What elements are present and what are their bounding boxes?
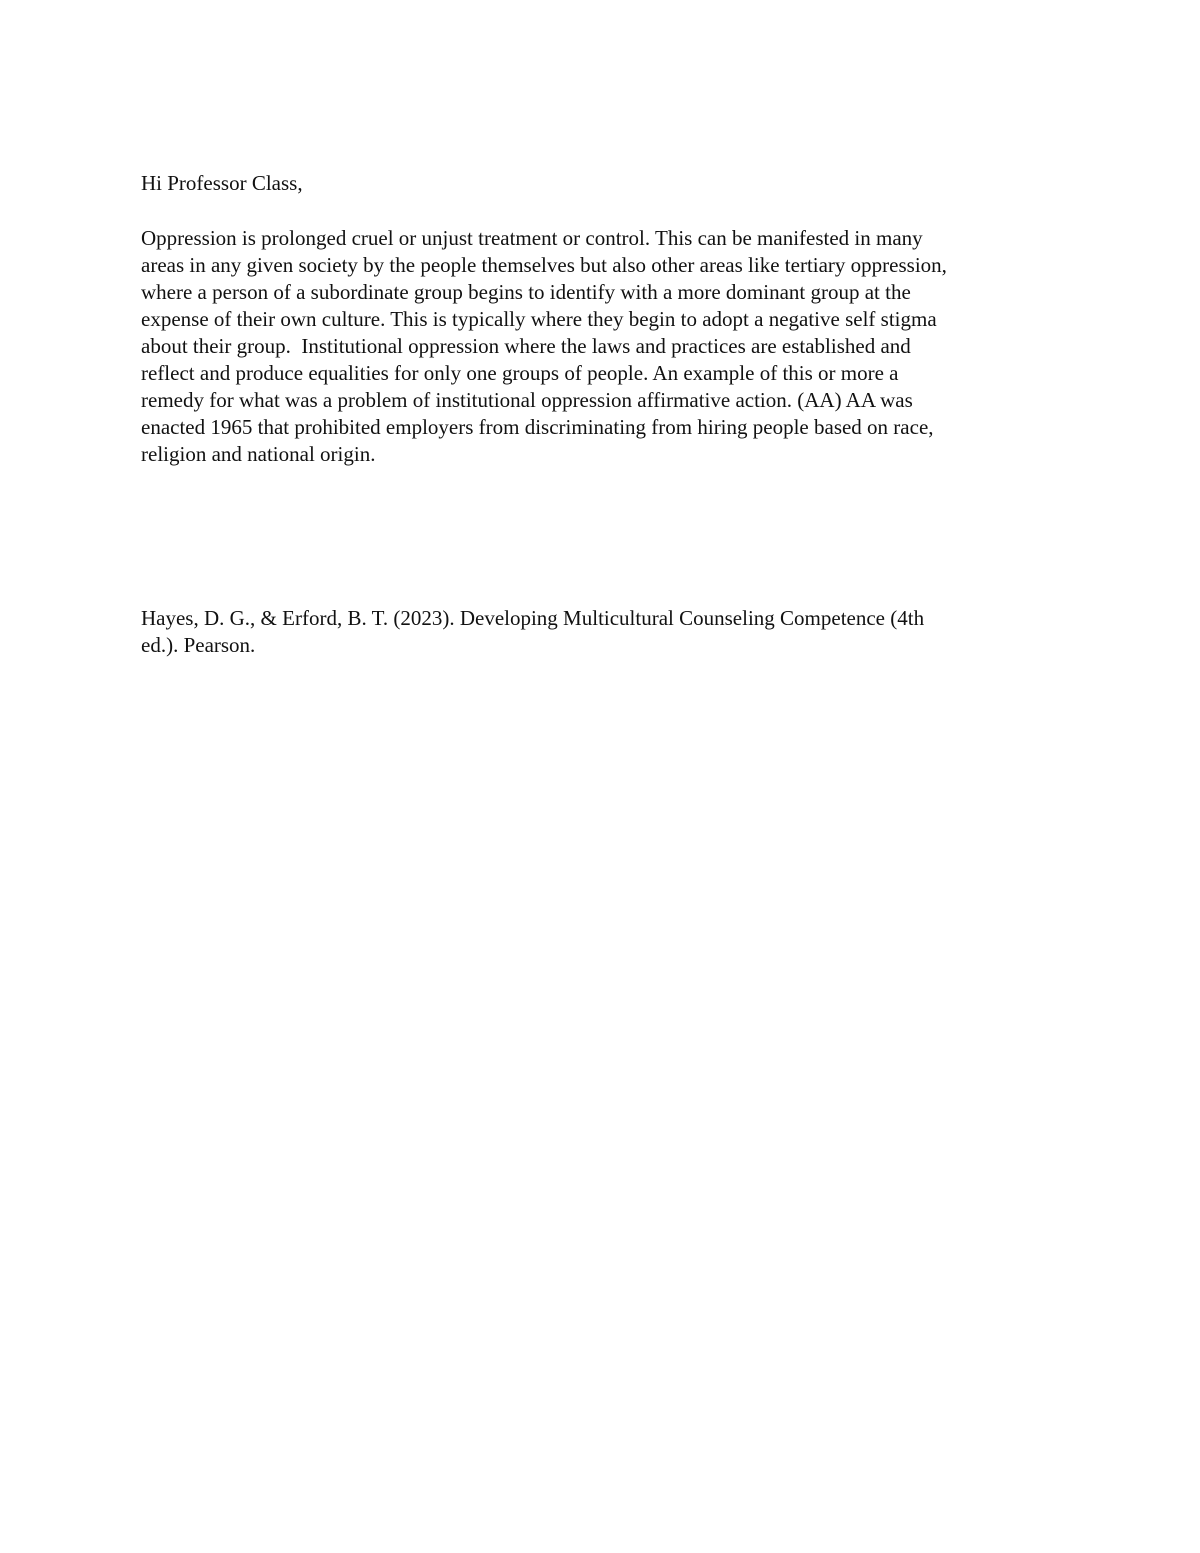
body-line: expense of their own culture. This is typically where they begin to adopt a negative self stigma (141, 307, 937, 331)
reference-citation (141, 605, 1061, 659)
body-paragraph (141, 225, 1061, 468)
greeting-line: Hi Professor Class, (141, 171, 303, 195)
body-line: about their group. Institutional oppression where the laws and practices are established and (141, 334, 911, 358)
body-line: Oppression is prolonged cruel or unjust treatment or control. This can be manifested in many (141, 226, 923, 250)
body-line: remedy for what was a problem of institutional oppression affirmative action. (AA) AA was (141, 388, 913, 412)
body-line: reflect and produce equalities for only one groups of people. An example of this or more a (141, 361, 899, 385)
body-line: religion and national origin. (141, 442, 376, 466)
body-line: enacted 1965 that prohibited employers from discriminating from hiring people based on race, (141, 415, 934, 439)
reference-line: Hayes, D. G., & Erford, B. T. (2023). Developing Multicultural Counseling Competence (4th (141, 606, 925, 630)
body-line: areas in any given society by the people themselves but also other areas like tertiary oppression, (141, 253, 947, 277)
reference-line: ed.). Pearson. (141, 633, 256, 657)
body-line: where a person of a subordinate group begins to identify with a more dominant group at the (141, 280, 911, 304)
greeting (141, 170, 1061, 197)
